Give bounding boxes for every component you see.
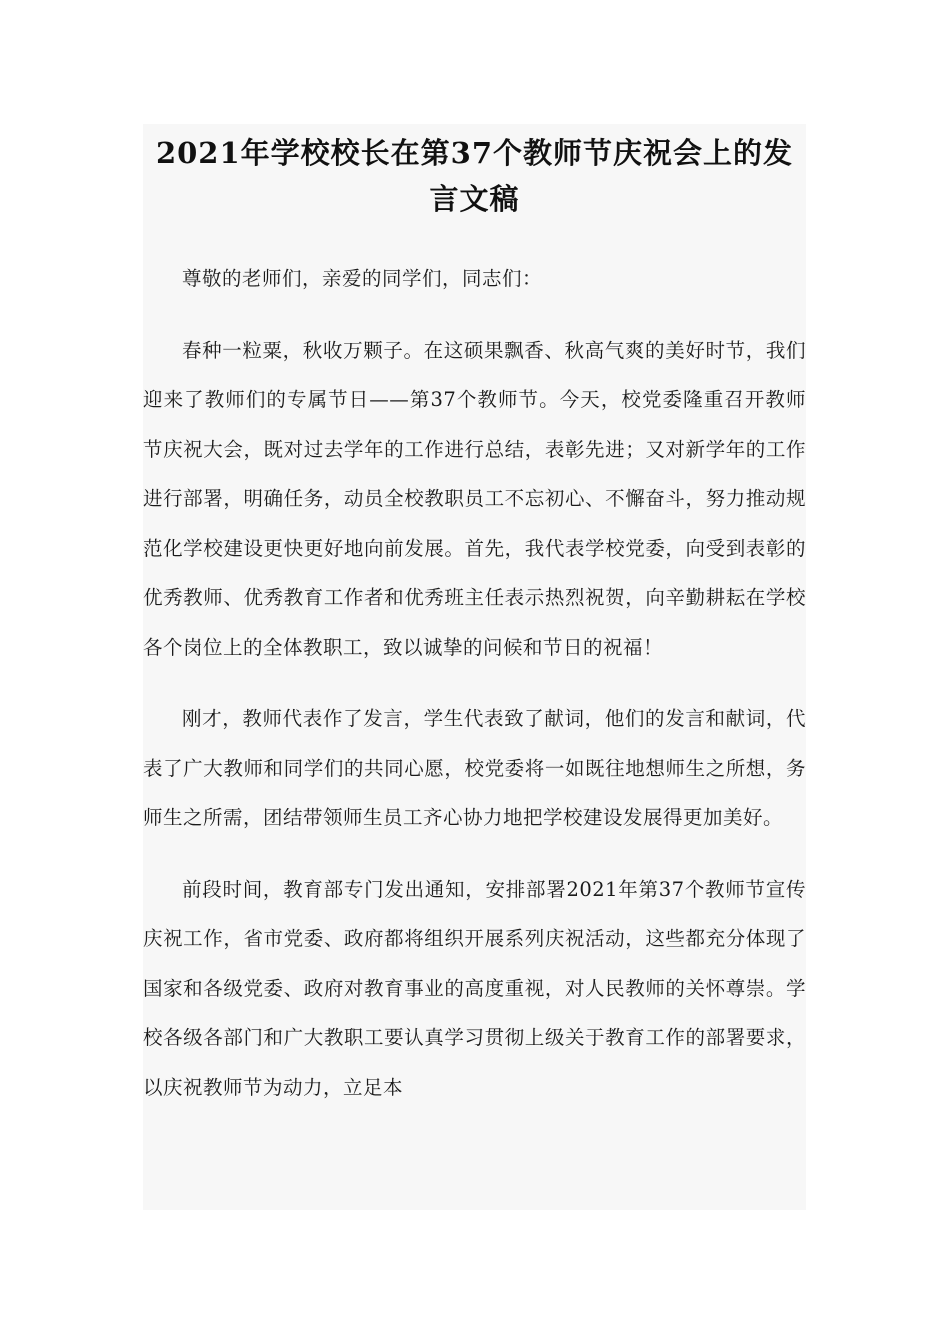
salutation: 尊敬的老师们，亲爱的同学们，同志们： <box>182 267 543 290</box>
paragraph-3: 前段时间，教育部专门发出通知，安排部署2021年第37个教师节宣传庆祝工作，省市党委、政府都将组织开展系列庆祝活动，这些都充分体现了国家和各级党委、政府对教育事业的高度重视，对人民教师的关怀尊崇。学校各级各部门和广大教职工要认真学习贯彻上级关于教育工作的部署要求，以庆祝教师节为动力，立足本 <box>143 877 806 1099</box>
document-content <box>143 124 806 1210</box>
paragraph-2: 刚才，教师代表作了发言，学生代表致了献词，他们的发言和献词，代表了广大教师和同学们的共同心愿，校党委将一如既往地想师生之所想，务师生之所需，团结带领师生员工齐心协力地把学校建设发展得更加美好。 <box>143 707 806 829</box>
document-title: 2021年学校校长在第37个教师节庆祝会上的发言文稿 <box>155 136 794 216</box>
paragraph-1: 春种一粒粟，秋收万颗子。在这硕果飘香、秋高气爽的美好时节，我们迎来了教师们的专属节日——第37个教师节。今天，校党委隆重召开教师节庆祝大会，既对过去学年的工作进行总结，表彰先进；又对新学年的工作进行部署，明确任务，动员全校教职员工不忘初心、不懈奋斗，努力推动规范化学校建设更快更好地向前发展。首先，我代表学校党委，向受到表彰的优秀教师、优秀教育工作者和优秀班主任表示热烈祝贺，向辛勤耕耘在学校各个岗位上的全体教职工，致以诚挚的问候和节日的祝福！ <box>143 338 806 659</box>
